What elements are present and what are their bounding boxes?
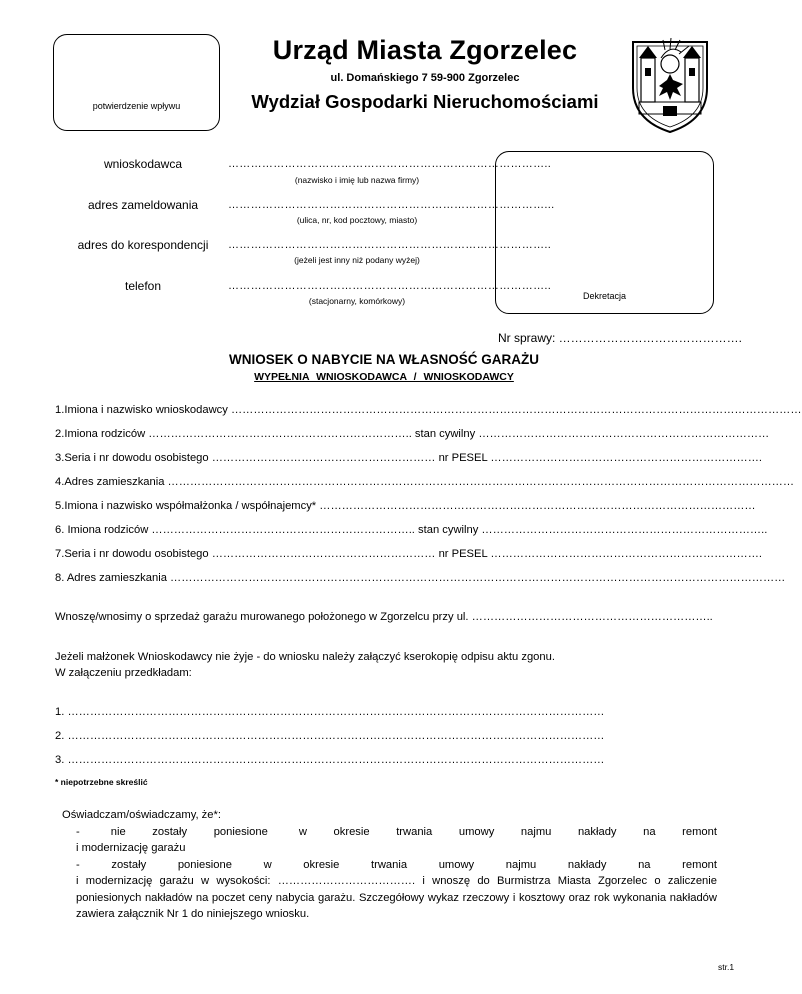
field-applicant-parents[interactable]: 2.Imiona rodziców …………………………………………………………….. stan cywilny …………………………………………………………………… xyxy=(55,428,770,440)
applicant-hint: (nazwisko i imię lub nazwa firmy) xyxy=(294,175,420,185)
declaration-option-1: - nie zostały poniesione w okresie trwania umowy najmu nakłady na remont xyxy=(76,825,717,838)
declaration-block xyxy=(62,807,717,923)
registered-address-hint: (ulica, nr, kod pocztowy, miasto) xyxy=(296,215,418,225)
office-address: ul. Domańskiego 7 59-900 Zgorzelec xyxy=(330,72,520,84)
department-title: Wydział Gospodarki Nieruchomościami xyxy=(251,91,599,112)
phone-input-line[interactable]: ………………………………………………………………………….. xyxy=(228,280,552,292)
phone-hint: (stacjonarny, komórkowy) xyxy=(308,296,406,306)
sale-request-line[interactable]: Wnoszę/wnosimy o sprzedaż garażu murowanego położonego w Zgorzelcu przy ul. ……………………………………………………….. xyxy=(55,611,713,623)
attachments-intro: W załączeniu przedkładam: xyxy=(55,667,192,679)
correspondence-address-label: adres do korespondencji xyxy=(77,238,209,252)
field-applicant-name[interactable]: 1.Imiona i nazwisko wnioskodawcy ……………………………………………………………………………………………………………………………………… xyxy=(55,404,802,416)
field-spouse-id[interactable]: 7.Seria i nr dowodu osobistego …………………………………………………… nr PESEL ………………………………………………………………. xyxy=(55,548,763,560)
dekretacja-label: Dekretacja xyxy=(582,291,627,301)
field-applicant-address[interactable]: 4.Adres zamieszkania …………………………………………………………………………………………………………………………………………………… xyxy=(55,476,795,488)
declaration-option-2: - zostały poniesione w okresie trwania umowy najmu nakłady na remont xyxy=(76,858,717,871)
declaration-option-1-cont: i modernizację garażu xyxy=(76,842,186,854)
form-title: WNIOSEK O NABYCIE NA WŁASNOŚĆ GARAŻU xyxy=(229,352,539,367)
field-spouse-parents[interactable]: 6. Imiona rodziców …………………………………………………………….. stan cywilny ………………………………………………………………….. xyxy=(55,524,768,536)
declaration-intro: Oświadczam/oświadczamy, że*: xyxy=(62,809,221,821)
declaration-option-2-cont: i modernizację garażu w wysokości: ………………………………. i wnoszę do Burmistrza Miasta Zgorzelec o zaliczenie poniesionych nakładów na poczet ceny nabycia garażu. Szczegółowy wykaz rzeczowy i kosztowy oraz rok wykonania nakładów zawiera załącznik Nr 1 do niniejszego wniosku. xyxy=(76,875,717,920)
field-spouse-name[interactable]: 5.Imiona i nazwisko współmałżonka / współnajemcy* ……………………………………………………………………………………………………… xyxy=(55,500,756,512)
phone-label: telefon xyxy=(124,279,162,293)
dekretacja-box xyxy=(495,151,714,314)
applicant-label: wnioskodawca xyxy=(103,157,183,171)
applicant-input-line[interactable]: ………………………………………………………………………….. xyxy=(228,158,552,170)
attachment-line-1[interactable]: 1. ……………………………………………………………………………………………………………………………… xyxy=(55,706,605,718)
page-number: str.1 xyxy=(718,962,735,972)
attachment-line-2[interactable]: 2. ……………………………………………………………………………………………………………………………… xyxy=(55,730,605,742)
city-coat-of-arms-icon xyxy=(625,28,715,136)
strike-note: * niepotrzebne skreślić xyxy=(55,777,148,787)
office-title: Urząd Miasta Zgorzelec xyxy=(272,35,578,65)
correspondence-address-input-line[interactable]: ………………………………………………………………………….. xyxy=(228,239,552,251)
form-subtitle: WYPEŁNIA WNIOSKODAWCA / WNIOSKODAWCY xyxy=(254,371,514,383)
receipt-stamp-label: potwierdzenie wpływu xyxy=(92,101,181,111)
field-spouse-address[interactable]: 8. Adres zamieszkania ………………………………………………………………………………………………………………………………………………… xyxy=(55,572,786,584)
field-applicant-id[interactable]: 3.Seria i nr dowodu osobistego …………………………………………………… nr PESEL ………………………………………………………………. xyxy=(55,452,763,464)
case-number-field[interactable]: Nr sprawy: ………………………………………. xyxy=(498,331,743,345)
correspondence-address-hint: (jeżeli jest inny niż podany wyżej) xyxy=(294,255,420,265)
attachment-line-3[interactable]: 3. ……………………………………………………………………………………………………………………………… xyxy=(55,754,605,766)
receipt-stamp-box xyxy=(53,34,220,131)
registered-address-input-line[interactable]: …………………………………………………………………………... xyxy=(228,199,555,211)
registered-address-label: adres zameldowania xyxy=(87,198,199,212)
death-note: Jeżeli małżonek Wnioskodawcy nie żyje - do wniosku należy załączyć kserokopię odpisu aktu zgonu. xyxy=(55,651,555,663)
